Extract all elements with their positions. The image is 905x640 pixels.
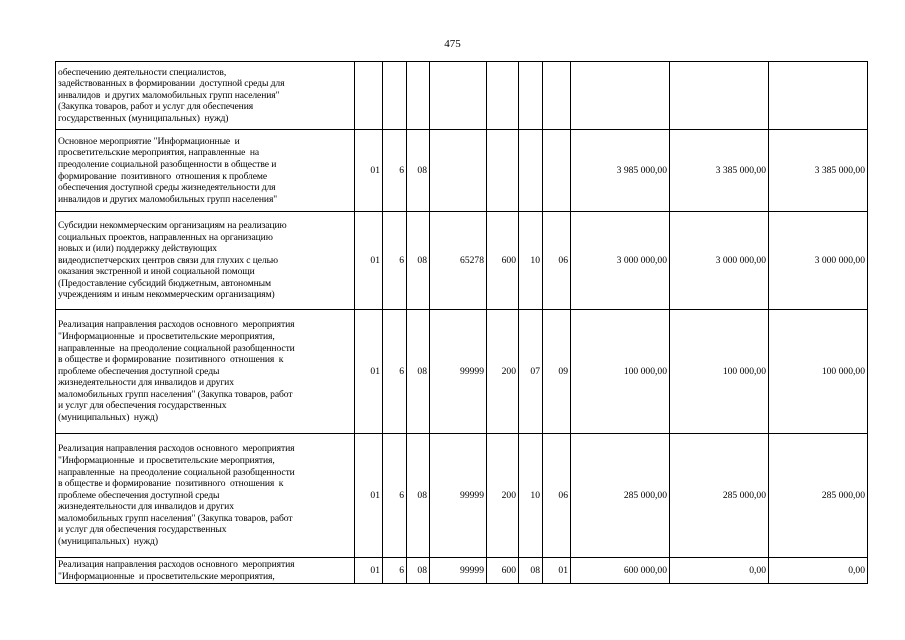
amount-year-2 [670,62,769,130]
code-subprogram [383,62,407,130]
description-line: Реализация направления расходов основного мероприятия [58,319,295,331]
amount-year-1: 3 000 000,00 [571,212,670,310]
code-section [519,130,543,212]
code-section: 10 [519,212,543,310]
description-line: (муниципальных) нужд) [58,536,158,548]
code-measure: 08 [407,212,430,310]
amount-year-1: 3 985 000,00 [571,130,670,212]
table-row [56,434,868,558]
code-direction: 99999 [430,434,487,558]
description-line: проблеме обеспечения доступной среды [58,489,220,501]
code-measure: 08 [407,434,430,558]
amount-year-3: 3 000 000,00 [769,212,868,310]
code-program: 01 [355,434,383,558]
row-description [56,310,355,434]
code-expense-type [487,62,519,130]
table-row [56,62,868,130]
code-direction: 99999 [430,310,487,434]
table-row [56,310,868,434]
description-line: новых и (или) поддержку действующих [58,243,218,255]
description-line: проблеме обеспечения доступной среды [58,365,220,377]
page-number: 475 [444,38,461,50]
amount-year-3: 100 000,00 [769,310,868,434]
description-line: "Информационные и просветительские мероприятия, [58,330,275,342]
description-line: Субсидии некоммерческим организациям на реализацию [58,219,287,231]
amount-year-3 [769,62,868,130]
description-line: видеодиспетчерских центров связи для глухих с целью [58,254,278,266]
description-line: жизнедеятельности для инвалидов и других [58,501,234,513]
description-line: и услуг для обеспечения государственных [58,400,227,412]
description-line: задействованных в формировании доступной среды для [58,78,285,90]
row-description [56,212,355,310]
description-line: учреждениям и иным некоммерческим организациям) [58,289,275,301]
amount-year-3: 285 000,00 [769,434,868,558]
description-line: просветительские мероприятия, направленные на [58,147,260,159]
code-direction [430,62,487,130]
code-expense-type: 200 [487,434,519,558]
amount-year-1: 600 000,00 [571,558,670,584]
description-line: инвалидов и других маломобильных групп населения" [58,193,278,205]
amount-year-2: 100 000,00 [670,310,769,434]
description-line: направленные на преодоление социальной разобщенности [58,466,295,478]
description-line: в обществе и формирование позитивного отношения к [58,478,284,490]
code-program [355,62,383,130]
code-expense-type [487,130,519,212]
code-subsection: 06 [543,212,571,310]
code-program: 01 [355,558,383,584]
description-line: обеспечения доступной среды жизнедеятельности для [58,182,276,194]
row-description [56,558,355,584]
description-line: обеспечению деятельности специалистов, [58,66,227,78]
code-program: 01 [355,130,383,212]
description-line: и услуг для обеспечения государственных [58,524,227,536]
code-expense-type: 200 [487,310,519,434]
amount-year-1: 285 000,00 [571,434,670,558]
code-section: 10 [519,434,543,558]
code-direction: 99999 [430,558,487,584]
code-program: 01 [355,212,383,310]
description-line: "Информационные и просветительские мероприятия, [58,454,275,466]
row-description [56,130,355,212]
description-line: инвалидов и других маломобильных групп населения" [58,89,280,101]
code-subsection: 01 [543,558,571,584]
code-subsection: 09 [543,310,571,434]
code-direction [430,130,487,212]
description-line: маломобильных групп населения" (Закупка товаров, работ [58,388,293,400]
code-subprogram: 6 [383,130,407,212]
code-expense-type: 600 [487,212,519,310]
amount-year-3: 0,00 [769,558,868,584]
description-line: Реализация направления расходов основного мероприятия [58,558,295,570]
code-section: 08 [519,558,543,584]
description-line: государственных (муниципальных) нужд) [58,112,229,124]
description-line: (Предоставление субсидий бюджетным, автономным [58,277,271,289]
description-line: Основное мероприятие "Информационные и [58,135,240,147]
description-line: Реализация направления расходов основного мероприятия [58,443,295,455]
code-measure: 08 [407,310,430,434]
code-subprogram: 6 [383,558,407,584]
description-line: в обществе и формирование позитивного отношения к [58,354,284,366]
amount-year-1: 100 000,00 [571,310,670,434]
code-expense-type: 600 [487,558,519,584]
code-subsection [543,62,571,130]
description-line: преодоление социальной разобщенности в обществе и [58,158,277,170]
description-line: оказания экстренной и иной социальной помощи [58,266,255,278]
description-line: социальных проектов, направленных на организацию [58,231,273,243]
code-subprogram: 6 [383,310,407,434]
row-description [56,62,355,130]
amount-year-2: 285 000,00 [670,434,769,558]
description-line: жизнедеятельности для инвалидов и других [58,377,234,389]
description-line: (муниципальных) нужд) [58,412,158,424]
description-line: направленные на преодоление социальной разобщенности [58,342,295,354]
amount-year-2: 3 000 000,00 [670,212,769,310]
amount-year-2: 0,00 [670,558,769,584]
code-subsection: 06 [543,434,571,558]
code-subsection [543,130,571,212]
row-description [56,434,355,558]
table-row [56,212,868,310]
table-row [56,130,868,212]
code-program: 01 [355,310,383,434]
code-measure: 08 [407,130,430,212]
code-measure: 08 [407,558,430,584]
description-line: формирование позитивного отношения к проблеме [58,170,268,182]
code-subprogram: 6 [383,212,407,310]
description-line: маломобильных групп населения" (Закупка товаров, работ [58,512,293,524]
code-direction: 65278 [430,212,487,310]
table-row [56,558,868,584]
description-line: (Закупка товаров, работ и услуг для обеспечения [58,101,254,113]
amount-year-3: 3 385 000,00 [769,130,868,212]
amount-year-2: 3 385 000,00 [670,130,769,212]
amount-year-1 [571,62,670,130]
code-section [519,62,543,130]
code-measure [407,62,430,130]
code-subprogram: 6 [383,434,407,558]
code-section: 07 [519,310,543,434]
budget-table [55,61,868,584]
description-line: "Информационные и просветительские мероприятия, [58,570,275,582]
